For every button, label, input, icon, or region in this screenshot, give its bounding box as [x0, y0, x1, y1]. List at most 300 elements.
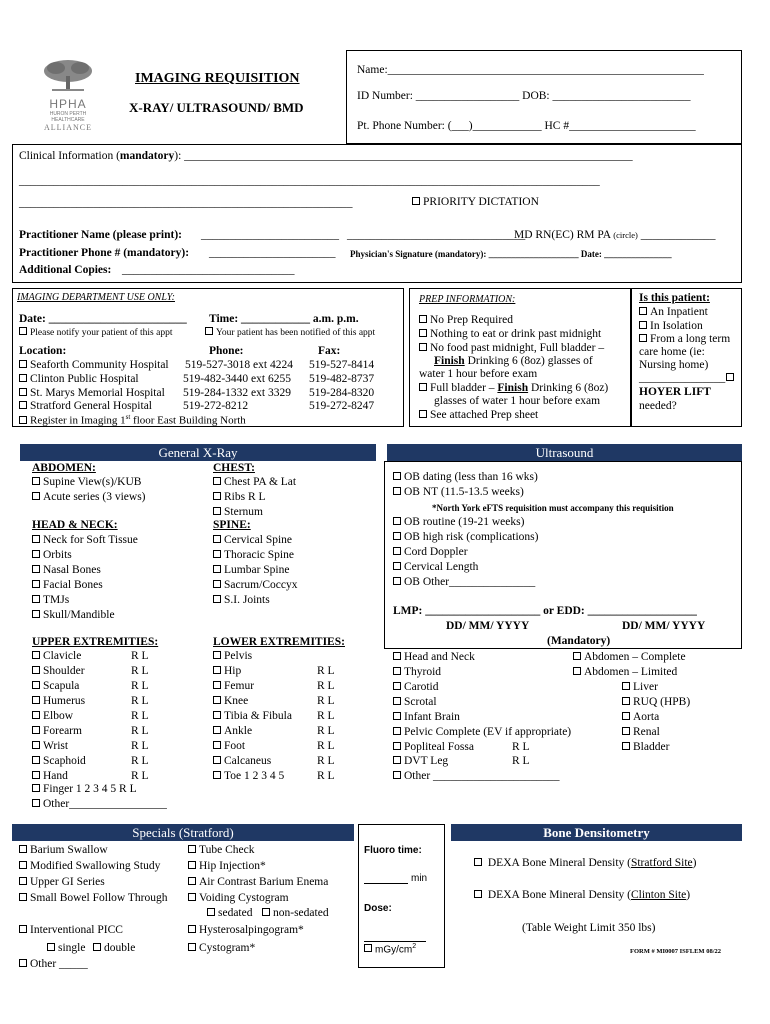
lower-ext-heading: LOWER EXTREMITIES: — [213, 636, 345, 648]
upper-ext-checkbox[interactable] — [32, 741, 40, 749]
rl-label: R L — [317, 770, 335, 782]
xray-other-checkbox[interactable] — [32, 799, 40, 807]
spine-option[interactable] — [213, 579, 297, 591]
dexa-clinton-checkbox[interactable] — [474, 890, 482, 898]
abdomen-label: Acute series (3 views) — [43, 491, 146, 503]
prep-full-line: glasses of water 1 hour before exam — [434, 395, 601, 407]
spine-option[interactable] — [213, 594, 270, 606]
site-fax: 519-284-8320 — [309, 387, 375, 399]
lower-ext-option[interactable] — [213, 770, 284, 782]
ltc-line-3: Nursing home) — [639, 359, 709, 371]
clinton-site: Clinton Site — [630, 889, 687, 901]
site-phone: 519-272-8212 — [183, 400, 249, 412]
special-checkbox[interactable] — [19, 959, 27, 967]
single-checkbox[interactable] — [47, 943, 55, 951]
special-label: Hysterosalpingogram* — [199, 924, 304, 936]
us-option[interactable] — [573, 651, 686, 663]
spine-checkbox[interactable] — [213, 565, 221, 573]
abdomen-label: Supine View(s)/KUB — [43, 476, 142, 488]
spine-checkbox[interactable] — [213, 580, 221, 588]
abdomen-option[interactable] — [32, 491, 146, 503]
us-checkbox[interactable] — [573, 652, 581, 660]
edd-format: DD/ MM/ YYYY — [622, 620, 706, 632]
head-neck-checkbox[interactable] — [32, 610, 40, 618]
upper-ext-checkbox[interactable] — [32, 666, 40, 674]
upper-ext-checkbox[interactable] — [32, 771, 40, 779]
chest-heading: CHEST: — [213, 462, 255, 474]
special-option[interactable] — [188, 860, 266, 872]
abdomen-checkbox[interactable] — [32, 477, 40, 485]
lower-ext-checkbox[interactable] — [213, 666, 221, 674]
special-checkbox[interactable] — [19, 893, 27, 901]
finger-option[interactable] — [32, 783, 137, 795]
dose-unit — [364, 943, 416, 955]
prep-finish-line — [434, 355, 593, 367]
priority-dictation[interactable] — [412, 196, 539, 208]
lower-ext-option[interactable] — [213, 680, 254, 692]
notify-checkbox[interactable] — [19, 327, 27, 335]
us-abdomen-label: Aorta — [633, 711, 660, 723]
tree-logo-icon — [38, 58, 98, 94]
upper-ext-option[interactable] — [32, 725, 82, 737]
site-name: St. Marys Memorial Hospital — [30, 387, 165, 399]
site-name: Seaforth Community Hospital — [30, 359, 169, 371]
site-row[interactable] — [19, 387, 165, 399]
full-text: Full bladder – — [430, 382, 498, 394]
us-option[interactable] — [573, 666, 677, 678]
ob-label: OB high risk (complications) — [404, 531, 539, 543]
site-name: Stratford General Hospital — [30, 400, 152, 412]
special-checkbox[interactable] — [188, 893, 196, 901]
special-option[interactable] — [19, 924, 123, 936]
head-neck-checkbox[interactable] — [32, 580, 40, 588]
head-neck-option[interactable] — [32, 594, 69, 606]
ob-label: Cervical Length — [404, 561, 479, 573]
special-label: Tube Check — [199, 844, 255, 856]
ob-option[interactable] — [393, 516, 524, 528]
us-checkbox[interactable] — [393, 697, 401, 705]
clinical-mandatory: mandatory — [119, 150, 175, 162]
lower-ext-label: Calcaneus — [224, 755, 272, 767]
us-abdomen-option[interactable] — [622, 726, 660, 738]
ltc-checkbox[interactable] — [639, 334, 647, 342]
special-option[interactable] — [188, 876, 328, 888]
us-abdomen-option[interactable] — [622, 696, 690, 708]
us-checkbox[interactable] — [393, 487, 401, 495]
inpatient-label: An Inpatient — [650, 306, 708, 318]
ob-checkbox[interactable] — [393, 547, 401, 555]
us-label: Other ______________________ — [404, 770, 560, 782]
special-option[interactable] — [188, 942, 255, 954]
mandatory-note: (Mandatory) — [547, 635, 611, 647]
upper-ext-checkbox[interactable] — [32, 756, 40, 764]
us-option[interactable] — [393, 681, 439, 693]
dexa-label: DEXA Bone Mineral Density ( — [487, 857, 631, 869]
lmp-edd-field[interactable]: LMP: ____________________ or EDD: ___________________ — [393, 605, 697, 617]
spine-checkbox[interactable] — [213, 535, 221, 543]
upper-ext-checkbox[interactable] — [32, 726, 40, 734]
us-option[interactable] — [393, 486, 524, 498]
us-abdomen-checkbox[interactable] — [622, 697, 630, 705]
lower-ext-option[interactable] — [213, 650, 252, 662]
lower-ext-option[interactable] — [213, 665, 241, 677]
us-checkbox[interactable] — [393, 756, 401, 764]
head-neck-option[interactable] — [32, 579, 103, 591]
register-option[interactable] — [19, 413, 246, 427]
upper-ext-option[interactable] — [32, 650, 81, 662]
chest-option[interactable] — [213, 476, 296, 488]
patient-name-field[interactable]: Name:_______________________________________________________ — [357, 64, 704, 76]
lower-ext-label: Toe 1 2 3 4 5 — [224, 770, 285, 782]
rl-label: R L — [317, 725, 335, 737]
special-option[interactable] — [19, 958, 88, 970]
hoyer-needed: needed? — [639, 400, 677, 412]
sedated-label: sedated — [218, 907, 253, 919]
prep-option[interactable] — [419, 382, 608, 394]
clinical-label: Clinical Information ( — [19, 150, 120, 162]
head-neck-label: Neck for Soft Tissue — [43, 534, 138, 546]
head-neck-label: Orbits — [43, 549, 72, 561]
us-label: Carotid — [404, 681, 439, 693]
notified-option[interactable] — [205, 327, 375, 338]
notify-option[interactable] — [19, 327, 172, 338]
us-abdomen-checkbox[interactable] — [622, 712, 630, 720]
special-checkbox[interactable] — [19, 845, 27, 853]
us-checkbox[interactable] — [393, 667, 401, 675]
special-option[interactable] — [19, 860, 160, 872]
credential-circle[interactable] — [514, 229, 715, 241]
rl-label: R L — [131, 740, 149, 752]
upper-ext-label: Clavicle — [43, 650, 82, 662]
us-checkbox[interactable] — [393, 652, 401, 660]
phone-hc-field[interactable]: Pt. Phone Number: (___)____________ HC #______________________ — [357, 120, 696, 132]
sedated-checkbox[interactable] — [207, 908, 215, 916]
practitioner-name-label: Practitioner Name (please print): — [19, 229, 182, 241]
us-label: Abdomen – Limited — [584, 666, 678, 678]
prep-option[interactable] — [419, 342, 604, 354]
us-checkbox[interactable] — [393, 682, 401, 690]
cysto-nonsedated[interactable] — [262, 907, 329, 919]
us-option[interactable] — [393, 726, 571, 738]
register-checkbox[interactable] — [19, 416, 27, 424]
hoyer-line[interactable] — [639, 372, 737, 384]
us-option[interactable] — [393, 755, 448, 767]
logo — [38, 58, 98, 132]
spine-checkbox[interactable] — [213, 550, 221, 558]
us-option[interactable] — [393, 711, 460, 723]
us-abdomen-label: Renal — [633, 726, 660, 738]
us-option[interactable] — [393, 666, 441, 678]
upper-ext-option[interactable] — [32, 710, 73, 722]
us-checkbox[interactable] — [393, 771, 401, 779]
picc-single[interactable] — [47, 942, 85, 954]
head-neck-checkbox[interactable] — [32, 565, 40, 573]
lower-ext-label: Ankle — [224, 725, 253, 737]
site-checkbox[interactable] — [19, 374, 27, 382]
ob-checkbox[interactable] — [393, 577, 401, 585]
special-checkbox[interactable] — [19, 877, 27, 885]
finger-checkbox[interactable] — [32, 784, 40, 792]
special-checkbox[interactable] — [188, 861, 196, 869]
us-checkbox[interactable] — [393, 742, 401, 750]
inpatient-checkbox[interactable] — [639, 307, 647, 315]
isolation-checkbox[interactable] — [639, 321, 647, 329]
us-abdomen-option[interactable] — [622, 741, 669, 753]
lower-ext-label: Hip — [224, 665, 242, 677]
finish-text: Drinking 6 (8oz) glasses of — [464, 355, 593, 367]
dept-time-text: Time: ____________ a.m. p.m. — [209, 313, 359, 325]
lower-ext-label: Tibia & Fibula — [224, 710, 292, 722]
spine-option[interactable] — [213, 564, 289, 576]
rl-label: R L — [131, 725, 149, 737]
dose-line[interactable] — [364, 941, 426, 942]
special-option[interactable] — [188, 844, 254, 856]
prep-label: See attached Prep sheet — [430, 409, 539, 421]
us-checkbox[interactable] — [393, 727, 401, 735]
special-checkbox[interactable] — [188, 943, 196, 951]
site-phone: 519-284-1332 ext 3329 — [183, 387, 291, 399]
special-label: Barium Swallow — [30, 844, 108, 856]
additional-copies-label: Additional Copies: — [19, 264, 112, 276]
register-text: Register in Imaging 1 — [30, 414, 126, 427]
cysto-sedated[interactable] — [207, 907, 252, 919]
lower-ext-option[interactable] — [213, 695, 248, 707]
clinical-info-field[interactable] — [19, 150, 633, 162]
practitioner-phone-label: Practitioner Phone # (mandatory): — [19, 247, 190, 259]
ob-checkbox[interactable] — [393, 532, 401, 540]
upper-ext-option[interactable] — [32, 695, 85, 707]
weight-limit: (Table Weight Limit 350 lbs) — [522, 922, 656, 934]
spine-label: Thoracic Spine — [224, 549, 294, 561]
upper-ext-label: Scapula — [43, 680, 80, 692]
special-label: Modified Swallowing Study — [30, 860, 161, 872]
prep-title: PREP INFORMATION: — [419, 294, 516, 305]
us-checkbox[interactable] — [393, 472, 401, 480]
hoyer-checkbox[interactable] — [726, 373, 734, 381]
ob-option[interactable] — [393, 561, 478, 573]
prep-checkbox[interactable] — [419, 410, 427, 418]
prep-option[interactable] — [419, 314, 513, 326]
us-option[interactable] — [393, 770, 560, 782]
us-option[interactable] — [393, 651, 475, 663]
id-dob-field[interactable]: ID Number: __________________ DOB: ________________________ — [357, 90, 691, 102]
chest-checkbox[interactable] — [213, 477, 221, 485]
lower-ext-option[interactable] — [213, 725, 252, 737]
double-checkbox[interactable] — [93, 943, 101, 951]
upper-ext-option[interactable] — [32, 665, 85, 677]
additional-copies-line[interactable]: ______________________________ — [122, 264, 295, 276]
nonsedated-checkbox[interactable] — [262, 908, 270, 916]
head-neck-checkbox[interactable] — [32, 535, 40, 543]
rl-label: R L — [131, 770, 149, 782]
us-label: Head and Neck — [404, 651, 475, 663]
head-neck-option[interactable] — [32, 609, 115, 621]
dexa-stratford[interactable] — [474, 857, 696, 869]
spine-label: Lumbar Spine — [224, 564, 290, 576]
upper-ext-option[interactable] — [32, 755, 86, 767]
us-abdomen-checkbox[interactable] — [622, 682, 630, 690]
specials-title-bar: Specials (Stratford) — [12, 824, 354, 841]
us-option[interactable] — [393, 471, 538, 483]
upper-ext-option[interactable] — [32, 740, 68, 752]
practitioner-phone-line[interactable]: ______________________ — [209, 247, 336, 259]
us-abdomen-checkbox[interactable] — [622, 727, 630, 735]
abdomen-checkbox[interactable] — [32, 492, 40, 500]
priority-checkbox[interactable] — [412, 197, 420, 205]
special-checkbox[interactable] — [188, 845, 196, 853]
picc-double[interactable] — [93, 942, 135, 954]
clinical-line-3[interactable]: __________________________________________________________ — [19, 197, 353, 209]
upper-ext-checkbox[interactable] — [32, 681, 40, 689]
special-label: Upper GI Series — [30, 876, 105, 888]
lower-ext-option[interactable] — [213, 755, 271, 767]
logo-line-3: ALLIANCE — [44, 123, 92, 132]
spine-checkbox[interactable] — [213, 595, 221, 603]
logo-line-1: HURON PERTH — [49, 111, 87, 117]
site-row[interactable] — [19, 373, 139, 385]
ltc-option[interactable] — [639, 333, 730, 345]
prep-checkbox[interactable] — [419, 383, 427, 391]
site-checkbox[interactable] — [19, 388, 27, 396]
prep-option[interactable] — [419, 409, 538, 421]
special-checkbox[interactable] — [188, 877, 196, 885]
rl-label: R L — [131, 650, 149, 662]
fluoro-time-line[interactable] — [364, 883, 408, 884]
form-number: FORM # MI0007 ISFLEM 08/22 — [630, 948, 721, 955]
lower-ext-checkbox[interactable] — [213, 681, 221, 689]
special-option[interactable] — [19, 844, 108, 856]
isolation-option[interactable] — [639, 320, 703, 332]
ob-label: Cord Doppler — [404, 546, 468, 558]
dept-time[interactable] — [209, 313, 359, 325]
fluoro-time-label: Fluoro time: — [364, 845, 422, 856]
ltc-line-2: care home (ie: — [639, 346, 705, 358]
form-title: IMAGING REQUISITION — [135, 71, 300, 86]
register-sup: st — [125, 413, 131, 421]
ob-option[interactable] — [393, 576, 535, 588]
dexa-clinton[interactable] — [474, 889, 690, 901]
prep-option[interactable] — [419, 328, 601, 340]
ob-option[interactable] — [393, 531, 538, 543]
register-text-end: floor East Building North — [130, 414, 246, 427]
lower-ext-checkbox[interactable] — [213, 771, 221, 779]
lower-ext-checkbox[interactable] — [213, 726, 221, 734]
prep-checkbox[interactable] — [419, 329, 427, 337]
us-abdomen-option[interactable] — [622, 681, 658, 693]
site-row[interactable] — [19, 359, 169, 371]
rl-label: R L — [131, 695, 149, 707]
full-finish: Finish — [497, 382, 529, 394]
form-subtitle: X-RAY/ ULTRASOUND/ BMD — [129, 100, 304, 115]
us-label: Popliteal Fossa — [404, 741, 474, 753]
prep-checkbox[interactable] — [419, 343, 427, 351]
dexa-stratford-checkbox[interactable] — [474, 858, 482, 866]
special-checkbox[interactable] — [19, 925, 27, 933]
upper-ext-checkbox[interactable] — [32, 696, 40, 704]
chest-option[interactable] — [213, 506, 263, 518]
lower-ext-option[interactable] — [213, 710, 292, 722]
head-neck-option[interactable] — [32, 549, 72, 561]
full-text-2: Drinking 6 (8oz) — [528, 382, 609, 394]
upper-ext-checkbox[interactable] — [32, 651, 40, 659]
us-checkbox[interactable] — [573, 667, 581, 675]
upper-ext-heading: UPPER EXTREMITIES: — [32, 636, 159, 648]
upper-ext-checkbox[interactable] — [32, 711, 40, 719]
ltc-label: From a long term — [650, 333, 731, 345]
chest-checkbox[interactable] — [213, 492, 221, 500]
finish-word: Finish — [434, 355, 465, 367]
upper-ext-option[interactable] — [32, 680, 79, 692]
clinical-line-2[interactable]: _____________________________________________________________________________________________________ — [19, 175, 600, 187]
lower-ext-checkbox[interactable] — [213, 756, 221, 764]
special-option[interactable] — [19, 892, 167, 904]
site-checkbox[interactable] — [19, 401, 27, 409]
us-abdomen-option[interactable] — [622, 711, 659, 723]
upper-ext-option[interactable] — [32, 770, 68, 782]
special-option[interactable] — [188, 924, 304, 936]
spine-option[interactable] — [213, 534, 292, 546]
xray-other-option[interactable] — [32, 798, 167, 810]
special-checkbox[interactable] — [188, 925, 196, 933]
lower-ext-option[interactable] — [213, 740, 245, 752]
upper-ext-label: Hand — [43, 770, 68, 782]
chest-option[interactable] — [213, 491, 266, 503]
signature-line[interactable]: _______________________________ — [347, 229, 526, 241]
us-abdomen-checkbox[interactable] — [622, 742, 630, 750]
practitioner-name-line[interactable]: ________________________ — [201, 229, 339, 241]
upper-ext-label: Forearm — [43, 725, 82, 737]
lower-ext-checkbox[interactable] — [213, 711, 221, 719]
phone-heading: Phone: — [209, 345, 244, 357]
site-checkbox[interactable] — [19, 360, 27, 368]
special-option[interactable] — [19, 876, 105, 888]
head-neck-option[interactable] — [32, 564, 101, 576]
us-checkbox[interactable] — [393, 712, 401, 720]
us-option[interactable] — [393, 741, 474, 753]
credential-options: MD RN(EC) RM PA — [514, 229, 611, 241]
isolation-label: In Isolation — [650, 320, 703, 332]
site-phone: 519-482-3440 ext 6255 — [183, 373, 291, 385]
ob-checkbox[interactable] — [393, 517, 401, 525]
ob-checkbox[interactable] — [393, 562, 401, 570]
abdomen-option[interactable] — [32, 476, 141, 488]
chest-label: Sternum — [224, 506, 263, 518]
physician-signature[interactable]: Physician's Signature (mandatory): ____________________ Date: _______________ — [350, 249, 672, 259]
special-checkbox[interactable] — [19, 861, 27, 869]
ob-option[interactable] — [393, 546, 468, 558]
head-neck-option[interactable] — [32, 534, 138, 546]
inpatient-option[interactable] — [639, 306, 708, 318]
logo-letters: HPHA — [49, 97, 87, 111]
site-row[interactable] — [19, 400, 152, 412]
upper-ext-label: Wrist — [43, 740, 69, 752]
notified-label: Your patient has been notified of this appt — [216, 328, 376, 338]
head-neck-checkbox[interactable] — [32, 595, 40, 603]
dose-checkbox[interactable] — [364, 944, 372, 952]
special-option[interactable] — [188, 892, 289, 904]
dept-date[interactable]: Date: ________________________ — [19, 313, 187, 325]
spine-option[interactable] — [213, 549, 294, 561]
prep-checkbox[interactable] — [419, 315, 427, 323]
lower-ext-checkbox[interactable] — [213, 741, 221, 749]
us-option[interactable] — [393, 696, 437, 708]
head-neck-checkbox[interactable] — [32, 550, 40, 558]
chest-checkbox[interactable] — [213, 507, 221, 515]
lower-ext-checkbox[interactable] — [213, 651, 221, 659]
notified-checkbox[interactable] — [205, 327, 213, 335]
lower-ext-checkbox[interactable] — [213, 696, 221, 704]
us-label: Scrotal — [404, 696, 437, 708]
